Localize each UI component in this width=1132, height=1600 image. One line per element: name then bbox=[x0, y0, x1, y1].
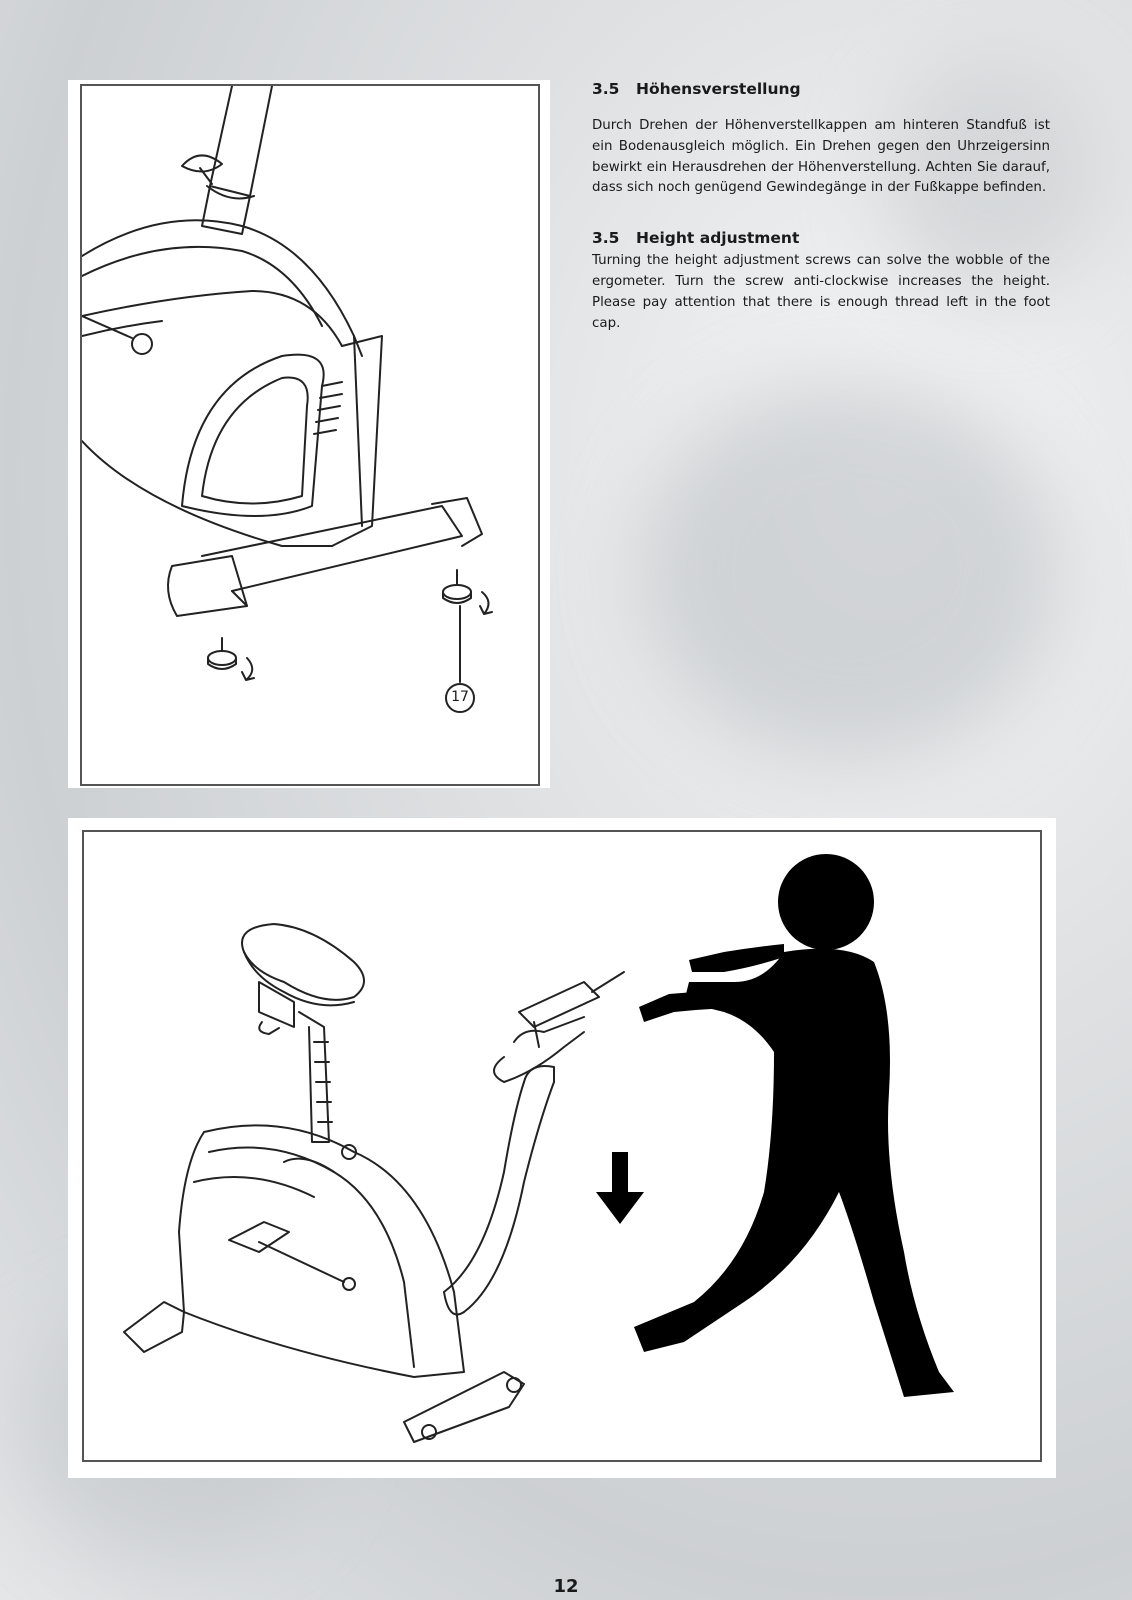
figure-height-adjustment-frame bbox=[80, 84, 540, 786]
heading-english bbox=[592, 229, 1050, 247]
text-column bbox=[592, 80, 1050, 334]
background-photo-shading bbox=[640, 380, 1060, 760]
paragraph-english: Turning the height adjustment screws can solve the wobble of the ergometer. Turn the screw anti-clockwise increases the height. Please pay attention that there is enough thread left in the foot cap. bbox=[592, 253, 1050, 331]
section-number: 3.5 bbox=[592, 229, 620, 248]
down-arrow-icon bbox=[596, 1152, 644, 1224]
figure-height-adjustment-panel bbox=[68, 80, 550, 788]
page-number: 12 bbox=[553, 1576, 579, 1597]
paragraph-german: Durch Drehen der Höhenverstellkappen am hinteren Standfuß ist ein Bodenausgleich möglich. Ein Drehen gegen den Uhrzeigersinn bewirkt ein Herausdrehen der Höhenverstellung. Achten Sie darauf, dass sich noch genügend Gewindegänge in der Fußkappe befinden. bbox=[592, 118, 1050, 196]
person-moving-ergometer-drawing bbox=[84, 832, 1040, 1460]
section-title: Height adjustment bbox=[636, 229, 800, 248]
section-title: Höhensverstellung bbox=[636, 80, 801, 98]
figure-moving-ergometer-frame bbox=[82, 830, 1042, 1462]
section-number: 3.5 bbox=[592, 80, 620, 98]
heading-german bbox=[592, 80, 1050, 98]
ergometer-rear-foot-drawing bbox=[82, 86, 538, 784]
callout-number-17: 17 bbox=[451, 689, 469, 705]
figure-moving-ergometer-panel bbox=[68, 818, 1056, 1478]
